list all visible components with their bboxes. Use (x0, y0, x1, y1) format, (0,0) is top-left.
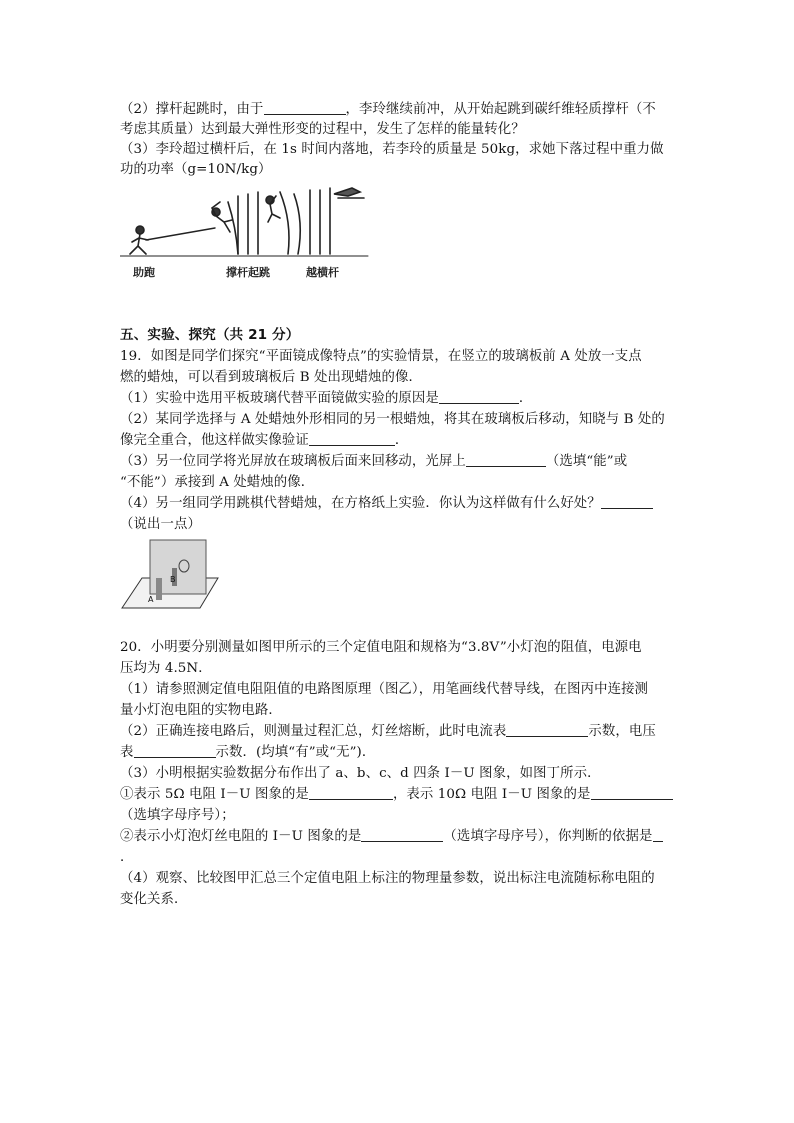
q20-line-6: 表 示数．(均填“有”或“无”)． (120, 745, 376, 760)
section-heading: 五、实验、探究（共 21 分） (120, 327, 300, 343)
q19-line-2: 燃的蜡烛，可以看到玻璃板后 B 处出现蜡烛的像． (120, 370, 422, 385)
q18-line-2: 考虑其质量）达到最大弹性形变的过程中，发生了怎样的能量转化？ (120, 122, 525, 137)
runner-head (136, 226, 144, 234)
answer-blank[interactable] (653, 827, 663, 842)
q20-line-3: （1）请参照测定值电阻阻值的电路图原理（图乙），用笔画线代替导线，在图丙中连接测 (120, 682, 649, 697)
caption-jump: 撑杆起跳 (226, 266, 270, 279)
q19-line-3: （1）实验中选用平板玻璃代替平面镜做实验的原因是 ． (120, 391, 533, 406)
q20-line-8: ①表示 5Ω 电阻 I－U 图象的是 ，表示 10Ω 电阻 I－U 图象的是 (120, 785, 680, 804)
answer-blank[interactable] (309, 431, 395, 446)
candle-a (156, 578, 162, 600)
label-b: B (170, 575, 176, 584)
caption-over: 越横杆 (306, 266, 339, 279)
pole-bend-3 (294, 194, 300, 254)
runner-body (130, 234, 148, 254)
q19-line-5: 像完全重合，他这样做实像验证 ． (120, 433, 409, 448)
mirror-experiment-figure (120, 538, 220, 610)
q19-line-1: 19．如图是同学们探究“平面镜成像特点”的实验情景，在竖立的玻璃板前 A 处放一支点 (120, 349, 642, 364)
answer-blank[interactable] (506, 722, 588, 737)
q20-line-5: （2）正确连接电路后，则测量过程汇总，灯丝熔断，此时电流表 示数，电压 (120, 724, 656, 739)
answer-blank[interactable] (439, 389, 519, 404)
q18-line-1: （2）撑杆起跳时，由于 ，李玲继续前冲，从开始起跳到碳纤维轻质撑杆（不 (120, 102, 656, 117)
pole-bend-2 (280, 192, 289, 254)
q20-line-10: ②表示小灯泡灯丝电阻的 I－U 图象的是 （选填字母序号），你判断的依据是 (120, 827, 680, 846)
answer-blank[interactable] (466, 452, 546, 467)
q18-line-4: 功的功率（g=10N/kg） (120, 162, 272, 177)
q19-line-8: （4）另一组同学用跳棋代替蜡烛，在方格纸上实验．你认为这样做有什么好处？ (120, 494, 680, 513)
answer-blank[interactable] (134, 743, 216, 758)
q20-line-9: （选填字母序号）； (120, 808, 235, 823)
q20-line-12: （4）观察、比较图甲汇总三个定值电阻上标注的物理量参数，说出标注电流随标称电阻的 (120, 871, 655, 886)
q20-line-11: ． (120, 850, 134, 865)
q20-line-1: 20．小明要分别测量如图甲所示的三个定值电阻和规格为“3.8V”小灯泡的阻值，电源电 (120, 640, 642, 655)
answer-blank[interactable] (264, 100, 346, 115)
q20-line-7: （3）小明根据实验数据分布作出了 a、b、c、d 四条 I－U 图象，如图丁所示． (120, 766, 601, 781)
q20-line-2: 压均为 4.5N． (120, 661, 212, 676)
q20-line-4: 量小灯泡电阻的实物电路． (120, 703, 282, 718)
caption-run: 助跑 (133, 266, 155, 279)
q19-line-9: （说出一点） (120, 517, 201, 532)
bar-clearing-body (334, 188, 360, 196)
answer-blank[interactable] (591, 785, 673, 800)
answer-blank[interactable] (601, 494, 653, 509)
q18-line-3: （3）李玲超过横杆后，在 1s 时间内落地，若李玲的质量是 50kg，求她下落过程中重力做 (120, 142, 664, 157)
answer-blank[interactable] (361, 827, 443, 842)
q20-line-13: 变化关系． (120, 892, 188, 907)
q19-line-4: （2）某同学选择与 A 处蜡烛外形相同的另一根蜡烛，将其在玻璃板后移动，知晓与 B 处的 (120, 412, 665, 427)
q19-line-6: （3）另一位同学将光屏放在玻璃板后面来回移动，光屏上 （选填“能”或 (120, 454, 628, 469)
pole-bend-1 (228, 202, 238, 254)
label-a: A (148, 595, 154, 604)
pole-run (146, 228, 215, 240)
q19-line-7: “不能”）承接到 A 处蜡烛的像． (120, 475, 315, 490)
answer-blank[interactable] (309, 785, 393, 800)
